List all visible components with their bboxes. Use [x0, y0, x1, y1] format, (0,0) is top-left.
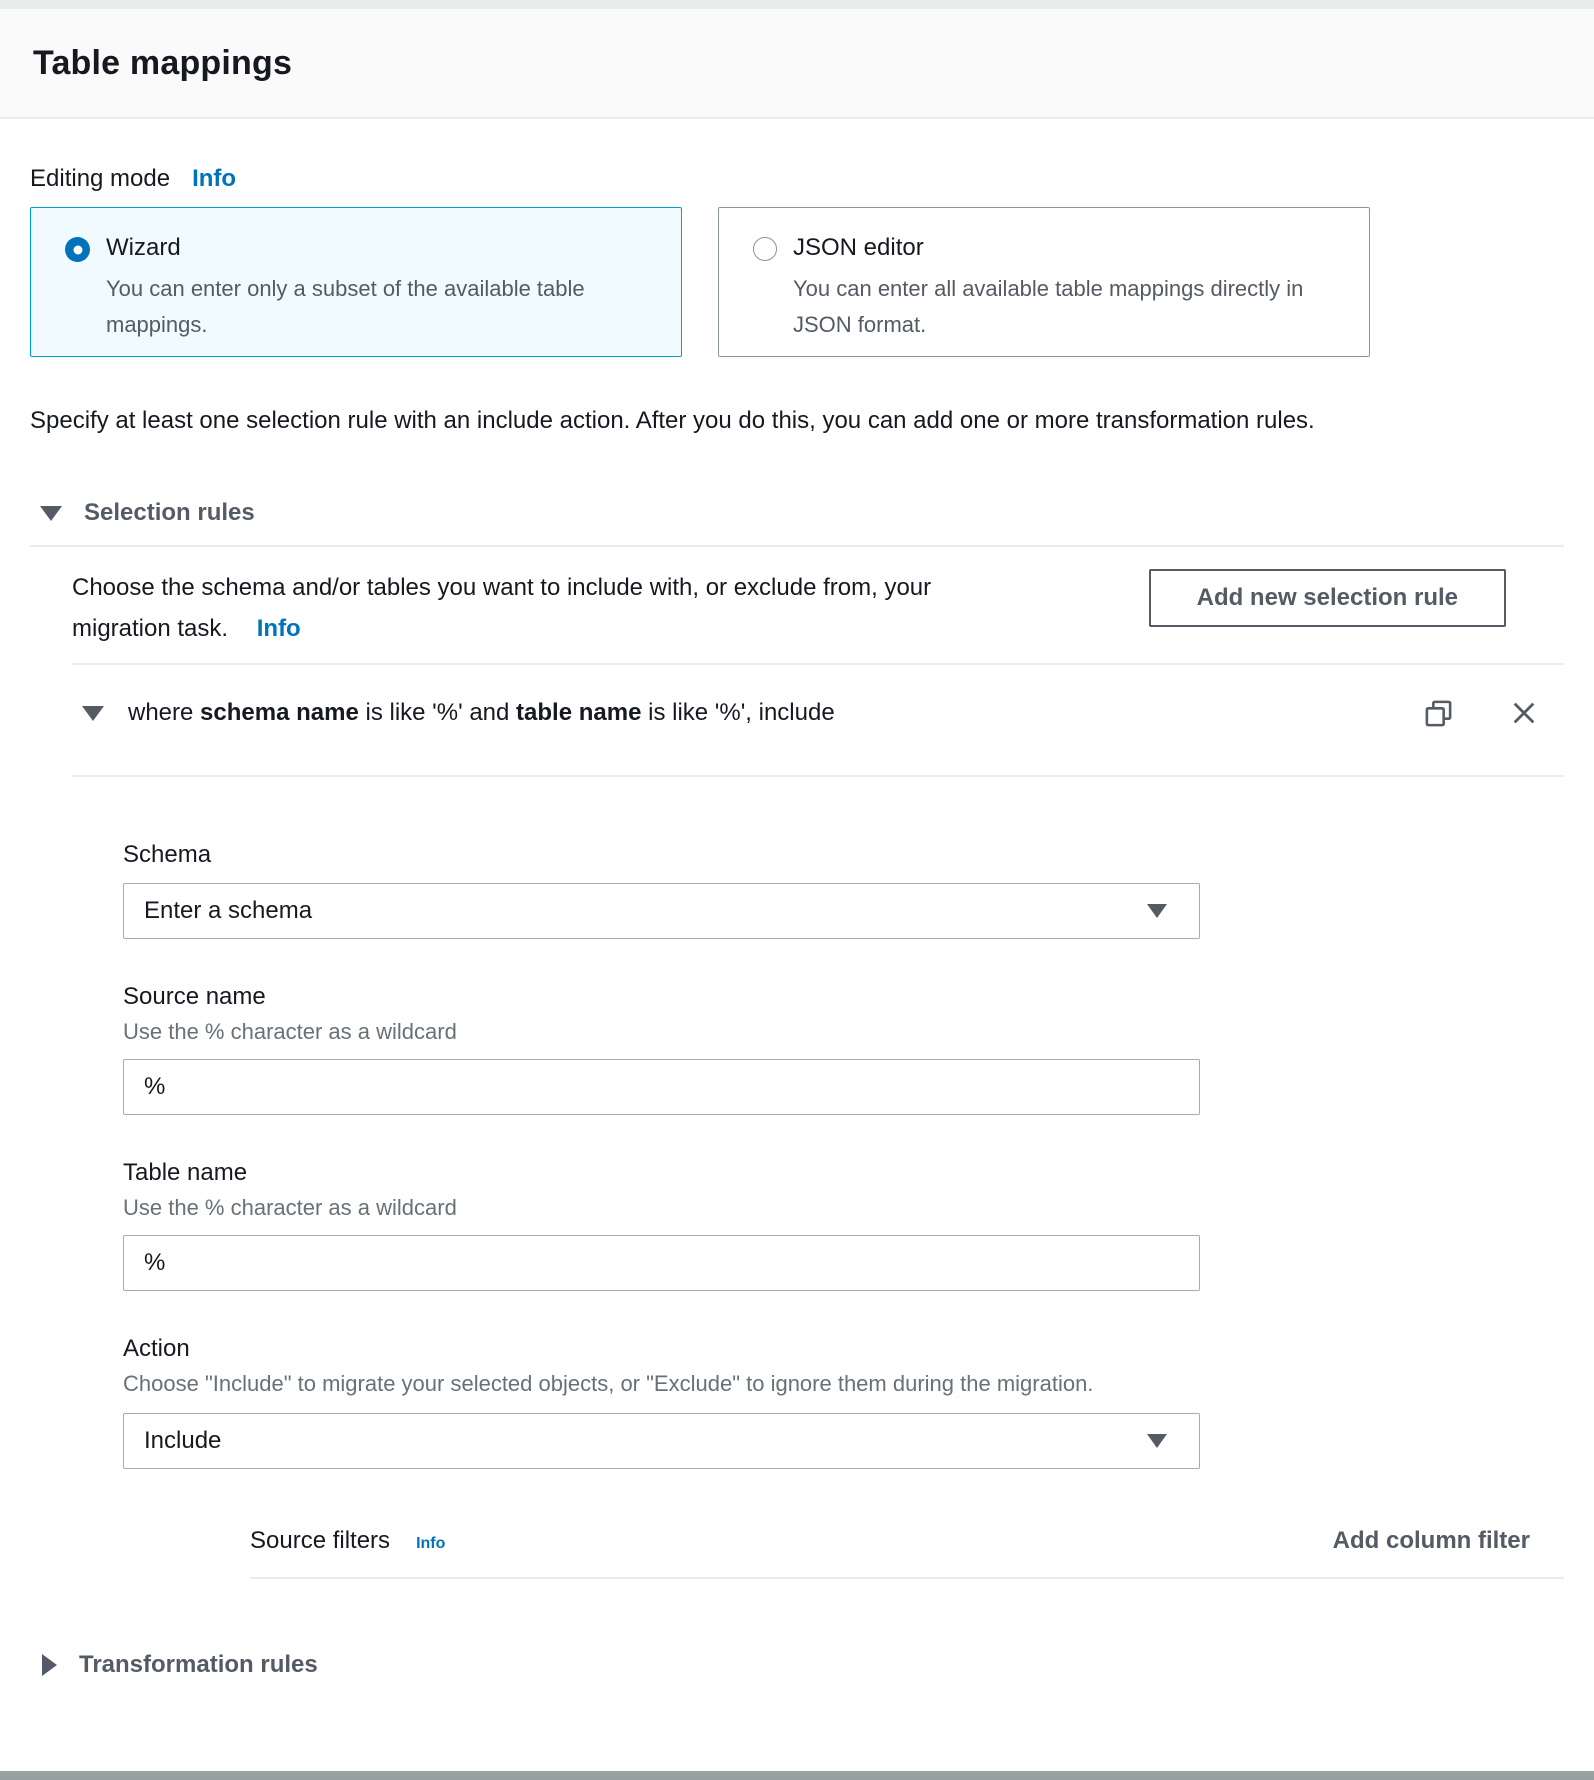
source-filters-info-link[interactable]: Info — [416, 1535, 446, 1552]
option-title: JSON editor — [793, 234, 924, 261]
divider — [72, 775, 1564, 777]
editing-mode-label: Editing mode — [30, 165, 171, 192]
action-hint: Choose "Include" to migrate your selected objects, or "Exclude" to ignore them during the migration. — [123, 1371, 1094, 1396]
selection-rules-title: Selection rules — [84, 499, 255, 526]
add-column-filter-button[interactable]: Add column filter — [1332, 1527, 1530, 1554]
panel-content — [0, 165, 1594, 1679]
option-description: You can enter only a subset of the available table mappings. — [106, 276, 585, 337]
editing-mode-options — [30, 207, 1564, 357]
top-strip — [0, 0, 1594, 9]
source-name-input[interactable] — [123, 1059, 1200, 1115]
add-new-selection-rule-button[interactable]: Add new selection rule — [1149, 569, 1506, 627]
intro-text: Specify at least one selection rule with an include action. After you do this, you can add one or more transformation rules. — [30, 407, 1315, 434]
page-title: Table mappings — [33, 43, 293, 82]
radio-selected-icon[interactable] — [65, 237, 90, 262]
action-select[interactable] — [123, 1413, 1200, 1469]
footer-bar — [0, 1771, 1594, 1780]
rule-actions — [1423, 698, 1538, 729]
rule-summary-table-field: table name — [516, 699, 642, 726]
rule-summary-prefix: where — [128, 699, 201, 726]
selection-rules-description — [72, 567, 1022, 649]
action-select-value: Include — [144, 1427, 222, 1454]
chevron-down-icon[interactable] — [40, 506, 62, 521]
selection-rules-info-link[interactable]: Info — [256, 615, 301, 642]
source-filters-label: Source filters — [250, 1527, 391, 1554]
copy-rule-icon[interactable] — [1423, 698, 1454, 729]
schema-select[interactable] — [123, 883, 1200, 939]
divider — [250, 1577, 1564, 1579]
option-description: You can enter all available table mappings directly in JSON format. — [793, 276, 1304, 337]
rule-summary-suffix: is like '%', include — [641, 699, 835, 726]
chevron-down-icon — [1147, 1434, 1167, 1448]
selection-rule-header — [82, 665, 1564, 761]
transformation-rules-section-header[interactable] — [30, 1651, 1564, 1679]
editing-mode-info-link[interactable]: Info — [192, 165, 237, 192]
rule-summary-middle: is like '%' and — [358, 699, 517, 726]
table-name-input[interactable] — [123, 1235, 1200, 1291]
option-title: Wizard — [106, 234, 181, 261]
option-card-body — [793, 234, 1348, 342]
schema-label: Schema — [123, 841, 212, 868]
selection-rules-description-row — [72, 547, 1564, 649]
selection-rules-section-header[interactable] — [30, 499, 1564, 527]
option-card-wizard[interactable] — [30, 207, 682, 357]
source-name-label: Source name — [123, 983, 266, 1010]
source-filters-row — [250, 1527, 1564, 1555]
transformation-rules-title: Transformation rules — [79, 1651, 318, 1678]
source-name-hint: Use the % character as a wildcard — [123, 1019, 457, 1044]
table-name-label: Table name — [123, 1159, 248, 1186]
option-card-body — [106, 234, 661, 342]
source-filters-left — [250, 1527, 445, 1555]
chevron-down-icon — [1147, 904, 1167, 918]
panel-header — [0, 9, 1594, 119]
table-name-hint: Use the % character as a wildcard — [123, 1195, 457, 1220]
selection-rule-form — [123, 841, 1564, 1579]
schema-select-value: Enter a schema — [144, 897, 313, 924]
chevron-down-icon[interactable] — [82, 706, 104, 721]
selection-rules-description-text: Choose the schema and/or tables you want to include with, or exclude from, your migration task. — [72, 574, 932, 642]
close-rule-icon[interactable] — [1510, 699, 1538, 727]
action-label: Action — [123, 1335, 190, 1362]
option-card-json-editor[interactable] — [718, 207, 1370, 357]
rule-summary-schema-field: schema name — [200, 699, 359, 726]
editing-mode-row — [30, 165, 1564, 193]
radio-unselected-icon[interactable] — [753, 237, 777, 261]
chevron-right-icon[interactable] — [42, 1654, 57, 1676]
selection-rule-summary — [128, 699, 835, 727]
